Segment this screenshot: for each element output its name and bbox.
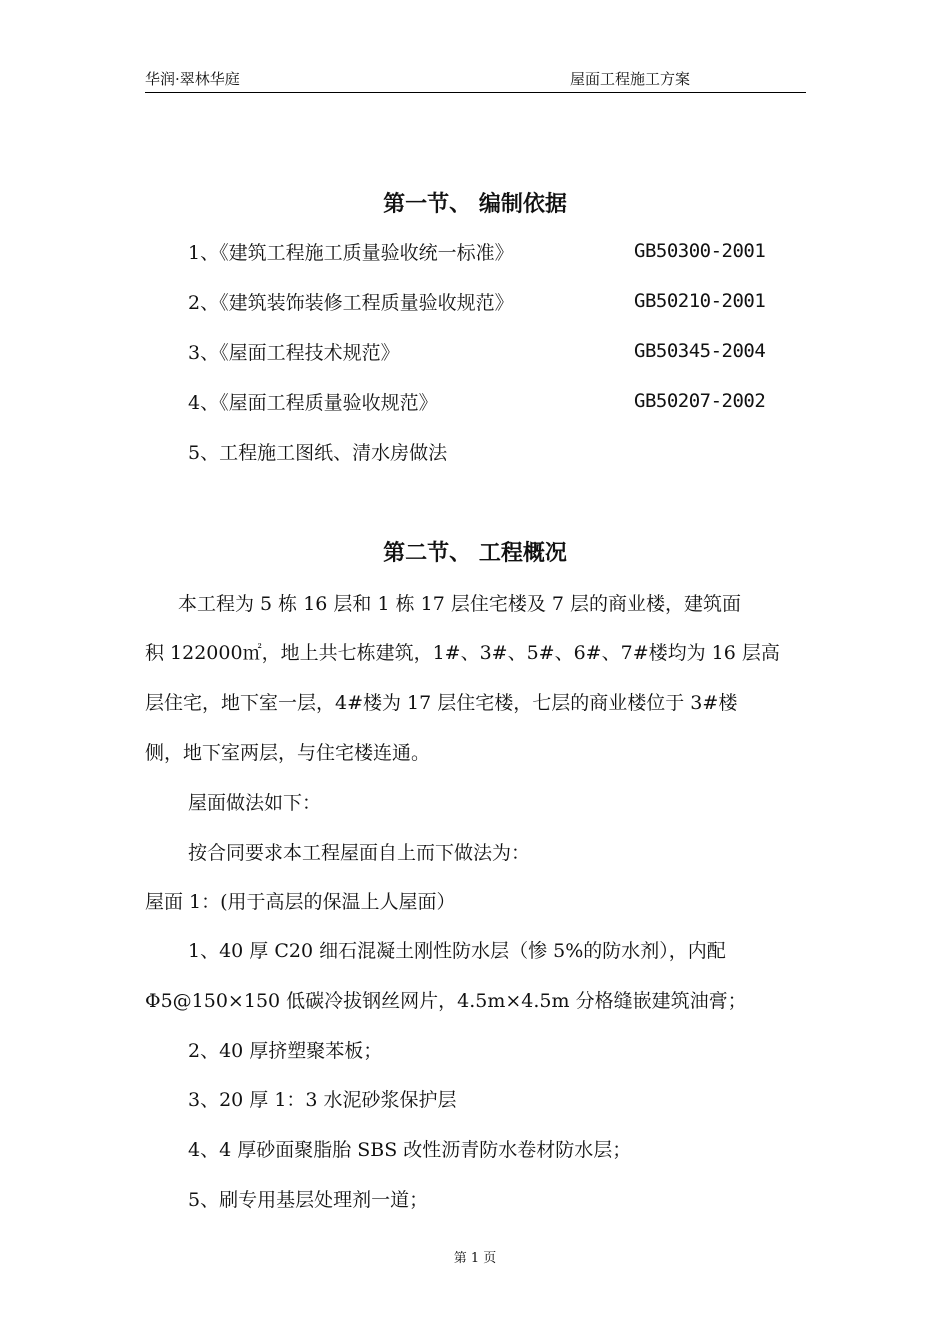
- overview-line-4: 侧，地下室两层，与住宅楼连通。: [145, 742, 431, 764]
- overview-line-3: 层住宅，地下室一层，4#楼为 17 层住宅楼，七层的商业楼位于 3#楼: [145, 692, 738, 714]
- reference-item-5: 5、工程施工图纸、清水房做法: [188, 442, 448, 464]
- overview-line-2: 积 122000㎡，地上共七栋建筑，1#、3#、5#、6#、7#楼均为 16 层高: [145, 642, 780, 664]
- header-project-name: 华润·翠林华庭: [145, 70, 240, 88]
- reference-code-1: GB50300-2001: [634, 240, 766, 262]
- header-document-title: 屋面工程施工方案: [570, 70, 691, 88]
- page-number: 第 1 页: [453, 1251, 497, 1266]
- overview-line-1: 本工程为 5 栋 16 层和 1 栋 17 层住宅楼及 7 层的商业楼，建筑面: [178, 593, 742, 615]
- reference-code-2: GB50210-2001: [634, 290, 766, 312]
- page-header: [145, 66, 806, 93]
- roof-layer-2: 2、40 厚挤塑聚苯板；: [188, 1040, 383, 1062]
- reference-item-3: 3、《屋面工程技术规范》: [188, 342, 400, 364]
- roof-layer-1-continued: Φ5@150×150 低碳冷拔钢丝网片，4.5m×4.5m 分格缝嵌建筑油膏；: [145, 990, 747, 1012]
- reference-item-2: 2、《建筑装饰装修工程质量验收规范》: [188, 292, 514, 314]
- roof-layer-1: 1、40 厚 C20 细石混凝土刚性防水层（惨 5%的防水剂），内配: [188, 940, 726, 962]
- roof-1-heading: 屋面 1：(用于高层的保温上人屋面）: [145, 891, 456, 913]
- roof-method-intro: 屋面做法如下：: [188, 792, 322, 814]
- roof-layer-5: 5、刷专用基层处理剂一道；: [188, 1189, 429, 1211]
- reference-item-4: 4、《屋面工程质量验收规范》: [188, 392, 438, 414]
- reference-item-1: 1、《建筑工程施工质量验收统一标准》: [188, 242, 514, 264]
- section-1-title: 第一节、 编制依据: [383, 192, 567, 217]
- section-2-title: 第二节、 工程概况: [383, 541, 567, 566]
- roof-layer-3: 3、20 厚 1：3 水泥砂浆保护层: [188, 1089, 457, 1111]
- reference-code-4: GB50207-2002: [634, 390, 766, 412]
- roof-method-contract: 按合同要求本工程屋面自上而下做法为：: [188, 842, 531, 864]
- roof-layer-4: 4、4 厚砂面聚脂胎 SBS 改性沥青防水卷材防水层；: [188, 1139, 632, 1161]
- reference-code-3: GB50345-2004: [634, 340, 766, 362]
